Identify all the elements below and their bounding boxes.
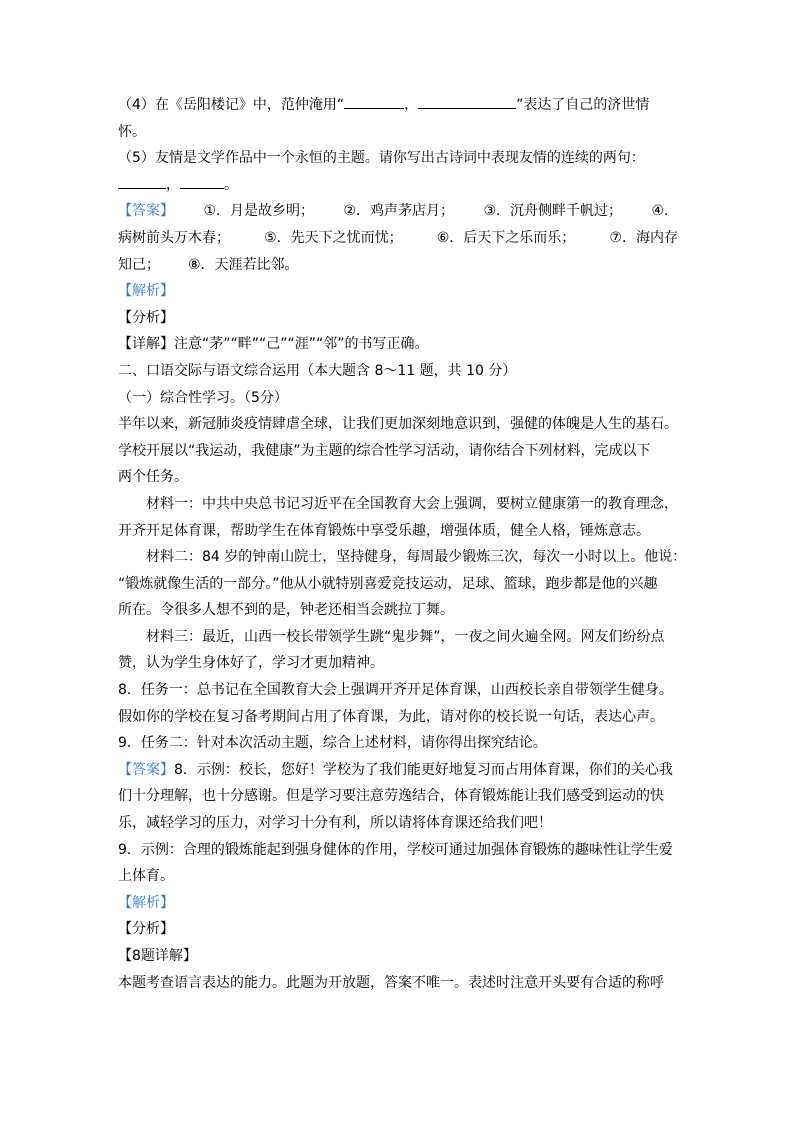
intro-line: 半年以来，新冠肺炎疫情肆虐全球，让我们更加深刻地意识到，强健的体魄是人生的基石。 <box>118 416 678 433</box>
material3-line: 赞，认为学生身体好了，学习才更加精神。 <box>118 655 384 672</box>
material1-line: 材料一：中共中央总书记习近平在全国教育大会上强调，要树立健康第一的教育理念， <box>146 495 678 512</box>
answer1-line-3: 知己； ⑧．天涯若比邻。 <box>118 256 299 273</box>
answer1-line-2: 病树前头万木春； ⑤．先天下之忧而忧； ⑥．后天下之乐而乐； ⑦．海内存 <box>118 229 678 246</box>
answer-tag: 【答案】 <box>118 203 174 220</box>
answer2-line: 们十分理解，也十分感谢。但是学习要注意劳逸结合，体育锻炼能让我们感受到运动的快 <box>118 788 664 805</box>
answer2-line: 上体育。 <box>118 868 174 885</box>
document-page <box>118 92 687 996</box>
q4-line-2: 怀。 <box>118 123 146 140</box>
section-subtitle: （一）综合性学习。（5分） <box>118 389 288 406</box>
fenxi-tag: 【分析】 <box>118 309 174 326</box>
material3-line: 材料三：最近，山西一校长带领学生跳“鬼步舞”，一夜之间火遍全网。网友们纷纷点 <box>146 628 665 645</box>
blank <box>180 176 224 189</box>
blank <box>118 176 166 189</box>
analysis-tag: 【解析】 <box>118 283 174 300</box>
q8-detail-tag: 【8题详解】 <box>118 948 197 964</box>
blank <box>418 96 516 109</box>
material2-line: “锻炼就像生活的一部分。”他从小就特别喜爱竞技运动，足球、篮球，跑步都是他的兴趣 <box>118 575 658 592</box>
answer2-line: 乐，减轻学习的压力，对学习十分有利，所以请将体育课还给我们吧！ <box>118 815 552 832</box>
q5-line-1: （5）友情是文学作品中一个永恒的主题。请你写出古诗词中表现友情的连续的两句： <box>118 150 645 167</box>
intro-line: 学校开展以“我运动，我健康”为主题的综合性学习活动，请你结合下列材料，完成以下 <box>118 442 651 459</box>
analysis-tag: 【解析】 <box>118 894 174 911</box>
material2-line: 材料二：84 岁的钟南山院士，坚持健身，每周最少锻炼三次，每次一小时以上。他说： <box>146 549 687 566</box>
q4-line-1: （4）在《岳阳楼记》中，范仲淹用“ ， ”表达了自己的济世情 <box>118 97 650 113</box>
intro-line: 两个任务。 <box>118 469 188 486</box>
material1-line: 开齐开足体育课，帮助学生在体育锻炼中享受乐趣，增强体质，健全人格，锤炼意志。 <box>118 522 650 539</box>
answer-tag: 【答案】 <box>118 761 174 778</box>
answer2-line-1: 【答案】8．示例：校长，您好！学校为了我们能更好地复习而占用体育课，你们的关心我 <box>118 761 673 778</box>
q8-detail-text: 本题考查语言表达的能力。此题为开放题，答案不唯一。表述时注意开头要有合适的称呼 <box>118 974 664 991</box>
section-title: 二、口语交际与语文综合运用（本大题含 8～11 题，共 10 分） <box>118 362 517 379</box>
fenxi-tag: 【分析】 <box>118 921 174 938</box>
answer1-line-1: 【答案】 ①．月是故乡明； ②．鸡声茅店月； ③．沉舟侧畔千帆过； ④． <box>118 198 678 225</box>
task8-line: 假如你的学校在复习备考期间占用了体育课，为此，请对你的校长说一句话，表达心声。 <box>118 708 664 725</box>
q5-line-2: ， 。 <box>118 172 678 199</box>
xiangjie-text: 【详解】注意“茅”“畔”“己”“涯”“邻”的书写正确。 <box>118 336 429 353</box>
answer2-line: 9．示例：合理的锻炼能起到强身健体的作用，学校可通过加强体育锻炼的趣味性让学生爱 <box>118 841 673 858</box>
task8-line: 8．任务一：总书记在全国教育大会上强调开齐开足体育课，山西校长亲自带领学生健身。 <box>118 682 673 699</box>
material2-line: 所在。令很多人想不到的是，钟老还相当会跳拉丁舞。 <box>118 602 454 619</box>
task9-line: 9．任务二：针对本次活动主题，综合上述材料，请你得出探究结论。 <box>118 735 547 752</box>
blank <box>344 96 404 109</box>
